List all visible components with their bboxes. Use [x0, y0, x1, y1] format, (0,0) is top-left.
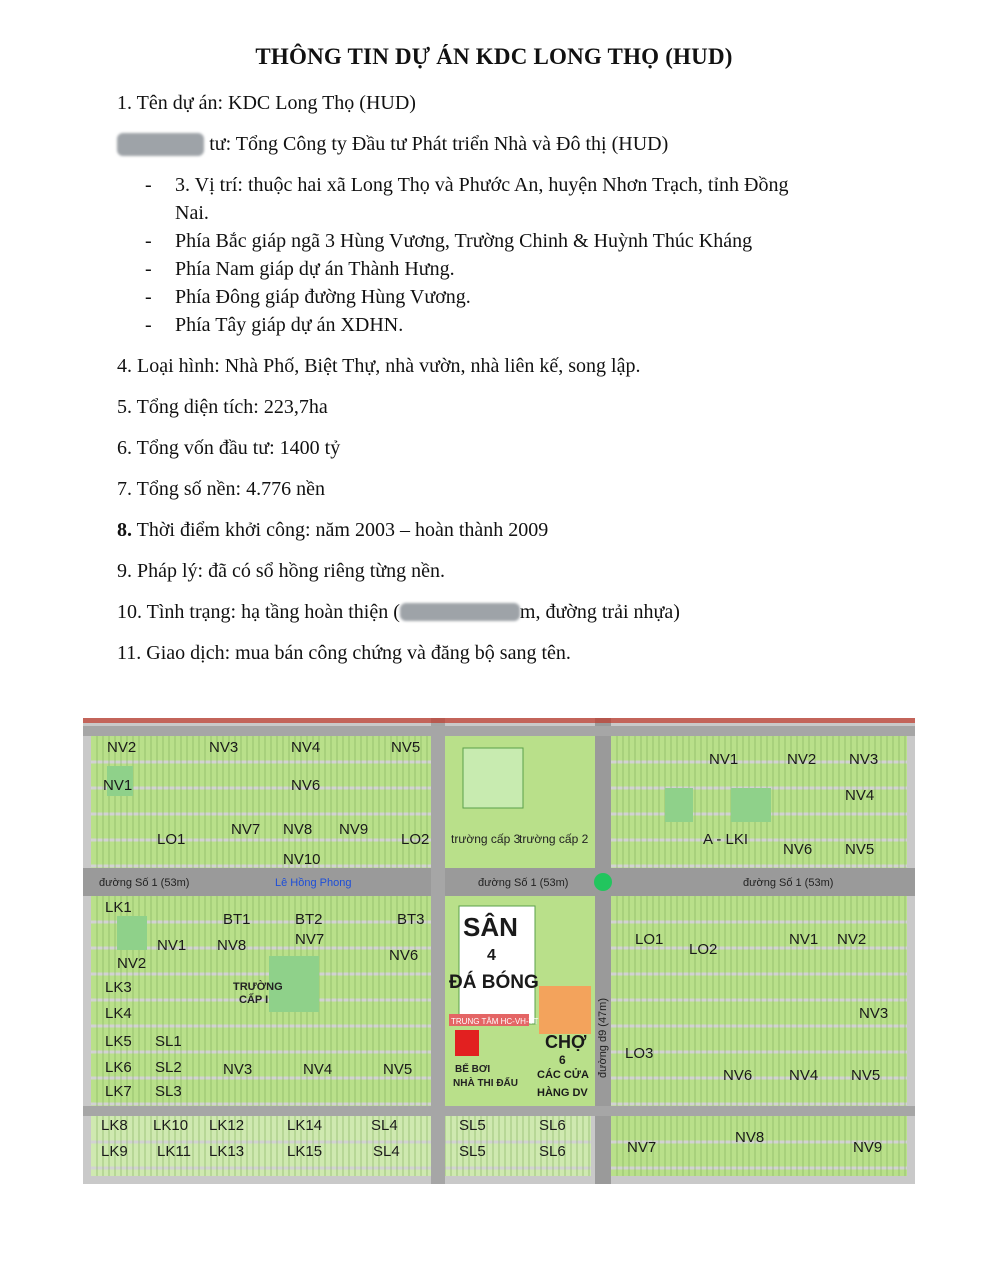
- sports-field: [463, 748, 523, 808]
- pool: [455, 1030, 479, 1056]
- block-label: NV3: [223, 1061, 253, 1078]
- item-north-text: Phía Bắc giáp ngã 3 Hùng Vương, Trường Chinh & Huỳnh Thúc Kháng: [175, 230, 753, 252]
- road-label-east: đường Số 1 (53m): [743, 877, 834, 889]
- road-north: [83, 726, 915, 736]
- item-east-text: Phía Đông giáp đường Hùng Vương.: [175, 286, 471, 308]
- block-label: BT1: [223, 911, 251, 928]
- item-type: 4. Loại hình: Nhà Phố, Biệt Thự, nhà vườn, nhà liên kế, song lập.: [117, 355, 641, 377]
- block-label: NV1: [157, 937, 187, 954]
- block-label: NV4: [845, 787, 875, 804]
- item-status: [117, 601, 680, 624]
- blurred-text: [117, 133, 204, 156]
- stadium-label-2: ĐÁ BÓNG: [449, 972, 539, 993]
- block-label: LK11: [157, 1143, 191, 1160]
- dash: -: [145, 314, 152, 336]
- block-label: NV5: [383, 1061, 413, 1078]
- block-label: NV7: [295, 931, 325, 948]
- block-label: SL3: [155, 1083, 182, 1100]
- school1-label-2: CẤP I: [239, 994, 269, 1006]
- block-label: NV3: [859, 1005, 889, 1022]
- block-label: NV9: [339, 821, 369, 838]
- block-label: NV5: [391, 739, 421, 756]
- road-name-label: Lê Hồng Phong: [275, 877, 352, 889]
- item-project-name: 1. Tên dự án: KDC Long Thọ (HUD): [117, 92, 416, 114]
- block-label: NV2: [117, 955, 147, 972]
- block-label: NV2: [787, 751, 817, 768]
- red-watermark-strip: [83, 718, 915, 723]
- block-label: LK14: [287, 1117, 323, 1134]
- road-label-mid: đường Số 1 (53m): [478, 877, 569, 889]
- item-south-text: Phía Nam giáp dự án Thành Hưng.: [175, 258, 455, 280]
- block-label: SL4: [371, 1117, 398, 1134]
- block-label: NV4: [291, 739, 321, 756]
- market-shops-2: HÀNG DV: [537, 1087, 588, 1099]
- item-investor: [117, 133, 668, 156]
- block-label: NV7: [231, 821, 261, 838]
- road-label-west: đường Số 1 (53m): [99, 877, 190, 889]
- block-label: NV1: [103, 777, 133, 794]
- block-label: NV3: [209, 739, 239, 756]
- block-label: NV2: [837, 931, 867, 948]
- roundabout: [594, 873, 612, 891]
- dash: -: [145, 286, 152, 308]
- item-investor-text: tư: Tổng Công ty Đầu tư Phát triển Nhà và Đô thị (HUD): [204, 133, 669, 155]
- block-label: NV6: [389, 947, 419, 964]
- block-label: NV3: [849, 751, 879, 768]
- block-label: NV1: [709, 751, 739, 768]
- block-label: LO3: [625, 1045, 654, 1062]
- block-label: LO1: [157, 831, 186, 848]
- block-label: LO2: [401, 831, 430, 848]
- market-shops: CÁC CỬA: [537, 1069, 589, 1081]
- block-label: LK10: [153, 1117, 189, 1134]
- block-label: NV8: [217, 937, 247, 954]
- item-status-post: m, đường trải nhựa): [519, 601, 680, 623]
- block-label: LK6: [105, 1059, 132, 1076]
- item-timeline-num: 8.: [117, 519, 132, 541]
- block-label: LK4: [105, 1005, 132, 1022]
- item-timeline-text: Thời điểm khởi công: năm 2003 – hoàn thành 2009: [132, 519, 549, 541]
- block-label: NV2: [107, 739, 137, 756]
- block-label: LO1: [635, 931, 664, 948]
- dash: -: [145, 258, 152, 280]
- item-timeline: [117, 519, 548, 542]
- road-south: [83, 1106, 915, 1116]
- block-label: NV8: [735, 1129, 765, 1146]
- sports-hall-label: NHÀ THI ĐẤU: [453, 1078, 518, 1089]
- market-building: [539, 986, 591, 1034]
- park: [117, 916, 147, 950]
- dash: -: [145, 174, 152, 196]
- site-plan-svg: [83, 718, 915, 1184]
- item-lots: 7. Tổng số nền: 4.776 nền: [117, 478, 325, 500]
- block-label: LK3: [105, 979, 132, 996]
- block-label: NV9: [853, 1139, 883, 1156]
- block-label: LK15: [287, 1143, 323, 1160]
- school3-label: trường cấp 3: [451, 832, 521, 846]
- block-label: LK1: [105, 899, 132, 916]
- blurred-text: [400, 603, 520, 621]
- item-transaction: 11. Giao dịch: mua bán công chứng và đăng bộ sang tên.: [117, 642, 571, 664]
- road-d9-label: đường d9 (47m): [597, 997, 609, 1078]
- block-label: NV8: [283, 821, 313, 838]
- block-label: LK8: [101, 1117, 128, 1134]
- item-area: 5. Tổng diện tích: 223,7ha: [117, 396, 328, 418]
- block-label: NV4: [303, 1061, 333, 1078]
- block-label: BT3: [397, 911, 425, 928]
- stadium-label: SÂN: [463, 912, 518, 942]
- block-label: SL6: [539, 1143, 566, 1160]
- block-label: NV4: [789, 1067, 819, 1084]
- dash: -: [145, 230, 152, 252]
- site-plan-map: [83, 718, 915, 1184]
- admin-center-label: TRUNG TÂM HC-VH-TT: [451, 1017, 539, 1026]
- block-label: LK12: [209, 1117, 245, 1134]
- block-label: A - LKI: [703, 831, 749, 848]
- block-label: SL4: [373, 1143, 400, 1160]
- item-capital: 6. Tổng vốn đầu tư: 1400 tỷ: [117, 437, 341, 459]
- item-west-text: Phía Tây giáp dự án XDHN.: [175, 314, 404, 336]
- pool-label: BỂ BƠI: [455, 1064, 491, 1075]
- school2-label: trường cấp 2: [519, 832, 589, 846]
- block-label: NV6: [291, 777, 321, 794]
- block-label: NV6: [783, 841, 813, 858]
- market-label: CHỢ: [545, 1032, 587, 1052]
- block-label: LK13: [209, 1143, 245, 1160]
- item-location-text: 3. Vị trí: thuộc hai xã Long Thọ và Phước An, huyện Nhơn Trạch, tỉnh Đồng: [175, 174, 789, 196]
- block-label: SL2: [155, 1059, 182, 1076]
- item-location-text-2: Nai.: [175, 202, 209, 224]
- item-status-pre: 10. Tình trạng: hạ tầng hoàn thiện (: [117, 601, 400, 623]
- stadium-number: 4: [487, 947, 496, 964]
- block-label: NV7: [627, 1139, 657, 1156]
- lot-area-nw: [91, 736, 431, 868]
- document-title: THÔNG TIN DỰ ÁN KDC LONG THỌ (HUD): [255, 44, 733, 69]
- block-label: SL6: [539, 1117, 566, 1134]
- school1-label: TRƯỜNG: [233, 981, 283, 993]
- block-label: NV5: [845, 841, 875, 858]
- block-label: LK5: [105, 1033, 132, 1050]
- block-label: NV10: [283, 851, 321, 868]
- block-label: SL5: [459, 1143, 486, 1160]
- park: [731, 788, 771, 822]
- park: [665, 788, 693, 822]
- block-label: LK9: [101, 1143, 128, 1160]
- block-label: SL1: [155, 1033, 182, 1050]
- item-legal: 9. Pháp lý: đã có sổ hồng riêng từng nền.: [117, 560, 446, 582]
- block-label: NV6: [723, 1067, 753, 1084]
- block-label: BT2: [295, 911, 323, 928]
- block-label: NV1: [789, 931, 819, 948]
- block-label: LO2: [689, 941, 718, 958]
- market-number: 6: [559, 1053, 566, 1067]
- block-label: SL5: [459, 1117, 486, 1134]
- block-label: LK7: [105, 1083, 132, 1100]
- block-label: NV5: [851, 1067, 881, 1084]
